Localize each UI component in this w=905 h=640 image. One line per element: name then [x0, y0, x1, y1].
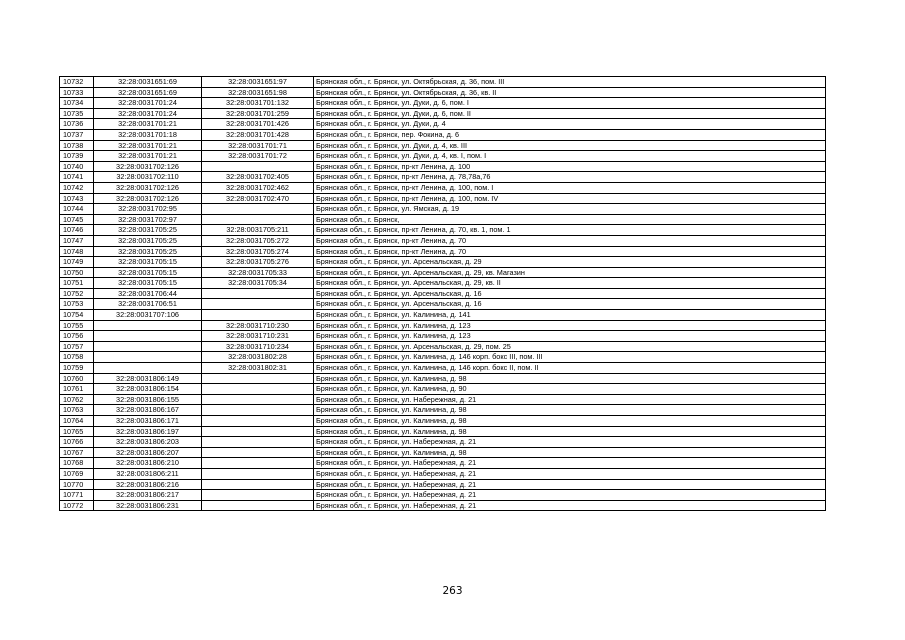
premises-cadastral-number-cell: 32:28:0031802:31 [202, 363, 314, 374]
address-cell: Брянская обл., г. Брянск, пр-кт Ленина, д. 70 [314, 235, 826, 246]
table-row [60, 140, 826, 151]
premises-cadastral-number-cell [202, 490, 314, 501]
premises-cadastral-number-cell [202, 310, 314, 321]
premises-cadastral-number-cell: 32:28:0031701:259 [202, 108, 314, 119]
premises-cadastral-number-cell [202, 447, 314, 458]
table-row [60, 278, 826, 289]
table-row [60, 479, 826, 490]
parcel-cadastral-number-cell: 32:28:0031806:154 [94, 384, 202, 395]
table-row [60, 108, 826, 119]
address-cell: Брянская обл., г. Брянск, пер. Фокина, д. 6 [314, 129, 826, 140]
table-row [60, 299, 826, 310]
parcel-cadastral-number-cell: 32:28:0031702:95 [94, 204, 202, 215]
premises-cadastral-number-cell [202, 458, 314, 469]
table-row [60, 267, 826, 278]
table-row [60, 288, 826, 299]
parcel-cadastral-number-cell: 32:28:0031806:171 [94, 416, 202, 427]
row-number-cell: 10744 [60, 204, 94, 215]
row-number-cell: 10765 [60, 426, 94, 437]
address-cell: Брянская обл., г. Брянск, ул. Дуки, д. 4, кв. III [314, 140, 826, 151]
row-number-cell: 10764 [60, 416, 94, 427]
row-number-cell: 10750 [60, 267, 94, 278]
parcel-cadastral-number-cell: 32:28:0031806:231 [94, 500, 202, 511]
row-number-cell: 10755 [60, 320, 94, 331]
premises-cadastral-number-cell: 32:28:0031701:132 [202, 98, 314, 109]
address-cell: Брянская обл., г. Брянск, ул. Калинина, д. 90 [314, 384, 826, 395]
address-cell: Брянская обл., г. Брянск, ул. Октябрьская, д. 36, кв. II [314, 87, 826, 98]
parcel-cadastral-number-cell: 32:28:0031705:15 [94, 278, 202, 289]
premises-cadastral-number-cell [202, 500, 314, 511]
address-cell: Брянская обл., г. Брянск, ул. Арсенальская, д. 29 [314, 257, 826, 268]
table-row [60, 416, 826, 427]
row-number-cell: 10732 [60, 77, 94, 88]
premises-cadastral-number-cell: 32:28:0031701:72 [202, 151, 314, 162]
table-row [60, 426, 826, 437]
table-row [60, 352, 826, 363]
parcel-cadastral-number-cell: 32:28:0031706:44 [94, 288, 202, 299]
address-cell: Брянская обл., г. Брянск, ул. Калинина, д. 146 корп. бокс II, пом. II [314, 363, 826, 374]
premises-cadastral-number-cell [202, 405, 314, 416]
row-number-cell: 10757 [60, 341, 94, 352]
table-row [60, 182, 826, 193]
address-cell: Брянская обл., г. Брянск, ул. Октябрьская, д. 36, пом. III [314, 77, 826, 88]
parcel-cadastral-number-cell: 32:28:0031707:106 [94, 310, 202, 321]
premises-cadastral-number-cell: 32:28:0031705:33 [202, 267, 314, 278]
table-row [60, 437, 826, 448]
table-row [60, 235, 826, 246]
address-cell: Брянская обл., г. Брянск, ул. Калинина, д. 98 [314, 405, 826, 416]
row-number-cell: 10749 [60, 257, 94, 268]
row-number-cell: 10767 [60, 447, 94, 458]
table-row [60, 246, 826, 257]
row-number-cell: 10756 [60, 331, 94, 342]
row-number-cell: 10768 [60, 458, 94, 469]
address-cell: Брянская обл., г. Брянск, пр-кт Ленина, д. 70 [314, 246, 826, 257]
address-cell: Брянская обл., г. Брянск, ул. Арсенальская, д. 29, кв. II [314, 278, 826, 289]
table-row [60, 225, 826, 236]
table-row [60, 77, 826, 88]
table-row [60, 87, 826, 98]
parcel-cadastral-number-cell: 32:28:0031806:211 [94, 468, 202, 479]
table-row [60, 151, 826, 162]
row-number-cell: 10758 [60, 352, 94, 363]
row-number-cell: 10738 [60, 140, 94, 151]
address-cell: Брянская обл., г. Брянск, ул. Набережная, д. 21 [314, 394, 826, 405]
premises-cadastral-number-cell: 32:28:0031705:211 [202, 225, 314, 236]
parcel-cadastral-number-cell: 32:28:0031701:24 [94, 98, 202, 109]
table-row [60, 490, 826, 501]
row-number-cell: 10745 [60, 214, 94, 225]
parcel-cadastral-number-cell [94, 320, 202, 331]
premises-cadastral-number-cell: 32:28:0031705:34 [202, 278, 314, 289]
premises-cadastral-number-cell: 32:28:0031651:97 [202, 77, 314, 88]
address-cell: Брянская обл., г. Брянск, ул. Ямская, д. 19 [314, 204, 826, 215]
row-number-cell: 10746 [60, 225, 94, 236]
parcel-cadastral-number-cell [94, 341, 202, 352]
address-cell: Брянская обл., г. Брянск, пр-кт Ленина, д. 100, пом. I [314, 182, 826, 193]
premises-cadastral-number-cell: 32:28:0031705:274 [202, 246, 314, 257]
table-row [60, 310, 826, 321]
address-cell: Брянская обл., г. Брянск, ул. Арсенальская, д. 16 [314, 299, 826, 310]
table-row [60, 331, 826, 342]
row-number-cell: 10737 [60, 129, 94, 140]
table-row [60, 193, 826, 204]
table-row [60, 500, 826, 511]
row-number-cell: 10741 [60, 172, 94, 183]
premises-cadastral-number-cell: 32:28:0031710:234 [202, 341, 314, 352]
address-cell: Брянская обл., г. Брянск, ул. Набережная, д. 21 [314, 500, 826, 511]
row-number-cell: 10762 [60, 394, 94, 405]
parcel-cadastral-number-cell: 32:28:0031705:15 [94, 257, 202, 268]
premises-cadastral-number-cell [202, 479, 314, 490]
parcel-cadastral-number-cell: 32:28:0031651:69 [94, 77, 202, 88]
table-row [60, 119, 826, 130]
table-row [60, 363, 826, 374]
premises-cadastral-number-cell: 32:28:0031710:231 [202, 331, 314, 342]
premises-cadastral-number-cell [202, 416, 314, 427]
address-cell: Брянская обл., г. Брянск, ул. Калинина, д. 123 [314, 320, 826, 331]
table-row [60, 161, 826, 172]
parcel-cadastral-number-cell: 32:28:0031702:97 [94, 214, 202, 225]
premises-cadastral-number-cell [202, 426, 314, 437]
property-register-table [59, 76, 826, 511]
address-cell: Брянская обл., г. Брянск, ул. Калинина, д. 141 [314, 310, 826, 321]
parcel-cadastral-number-cell: 32:28:0031806:217 [94, 490, 202, 501]
table-row [60, 394, 826, 405]
table-row [60, 341, 826, 352]
premises-cadastral-number-cell [202, 161, 314, 172]
premises-cadastral-number-cell [202, 288, 314, 299]
parcel-cadastral-number-cell: 32:28:0031702:126 [94, 161, 202, 172]
address-cell: Брянская обл., г. Брянск, ул. Дуки, д. 4 [314, 119, 826, 130]
premises-cadastral-number-cell: 32:28:0031702:470 [202, 193, 314, 204]
address-cell: Брянская обл., г. Брянск, ул. Набережная, д. 21 [314, 458, 826, 469]
table-row [60, 384, 826, 395]
premises-cadastral-number-cell [202, 394, 314, 405]
address-cell: Брянская обл., г. Брянск, пр-кт Ленина, д. 78,78а,76 [314, 172, 826, 183]
row-number-cell: 10761 [60, 384, 94, 395]
table-row [60, 458, 826, 469]
premises-cadastral-number-cell: 32:28:0031702:462 [202, 182, 314, 193]
row-number-cell: 10752 [60, 288, 94, 299]
parcel-cadastral-number-cell: 32:28:0031806:207 [94, 447, 202, 458]
parcel-cadastral-number-cell: 32:28:0031806:155 [94, 394, 202, 405]
parcel-cadastral-number-cell: 32:28:0031705:25 [94, 225, 202, 236]
table-row [60, 447, 826, 458]
address-cell: Брянская обл., г. Брянск, ул. Арсенальская, д. 29, пом. 25 [314, 341, 826, 352]
premises-cadastral-number-cell [202, 384, 314, 395]
premises-cadastral-number-cell: 32:28:0031701:428 [202, 129, 314, 140]
parcel-cadastral-number-cell: 32:28:0031806:203 [94, 437, 202, 448]
address-cell: Брянская обл., г. Брянск, пр-кт Ленина, д. 100, пом. IV [314, 193, 826, 204]
table-row [60, 129, 826, 140]
table-row [60, 405, 826, 416]
parcel-cadastral-number-cell [94, 331, 202, 342]
parcel-cadastral-number-cell: 32:28:0031806:167 [94, 405, 202, 416]
parcel-cadastral-number-cell: 32:28:0031806:216 [94, 479, 202, 490]
parcel-cadastral-number-cell: 32:28:0031705:25 [94, 246, 202, 257]
parcel-cadastral-number-cell: 32:28:0031806:210 [94, 458, 202, 469]
address-cell: Брянская обл., г. Брянск, ул. Набережная, д. 21 [314, 490, 826, 501]
row-number-cell: 10766 [60, 437, 94, 448]
parcel-cadastral-number-cell: 32:28:0031651:69 [94, 87, 202, 98]
premises-cadastral-number-cell: 32:28:0031705:272 [202, 235, 314, 246]
row-number-cell: 10760 [60, 373, 94, 384]
table-row [60, 98, 826, 109]
premises-cadastral-number-cell [202, 437, 314, 448]
address-cell: Брянская обл., г. Брянск, ул. Калинина, д. 123 [314, 331, 826, 342]
table-row [60, 204, 826, 215]
address-cell: Брянская обл., г. Брянск, [314, 214, 826, 225]
premises-cadastral-number-cell: 32:28:0031705:276 [202, 257, 314, 268]
row-number-cell: 10743 [60, 193, 94, 204]
premises-cadastral-number-cell: 32:28:0031802:28 [202, 352, 314, 363]
address-cell: Брянская обл., г. Брянск, ул. Набережная, д. 21 [314, 479, 826, 490]
premises-cadastral-number-cell: 32:28:0031702:405 [202, 172, 314, 183]
parcel-cadastral-number-cell: 32:28:0031701:21 [94, 119, 202, 130]
parcel-cadastral-number-cell: 32:28:0031706:51 [94, 299, 202, 310]
row-number-cell: 10733 [60, 87, 94, 98]
premises-cadastral-number-cell [202, 468, 314, 479]
table-row [60, 214, 826, 225]
premises-cadastral-number-cell [202, 299, 314, 310]
parcel-cadastral-number-cell: 32:28:0031702:126 [94, 193, 202, 204]
row-number-cell: 10771 [60, 490, 94, 501]
row-number-cell: 10770 [60, 479, 94, 490]
parcel-cadastral-number-cell: 32:28:0031701:21 [94, 151, 202, 162]
row-number-cell: 10751 [60, 278, 94, 289]
address-cell: Брянская обл., г. Брянск, пр-кт Ленина, д. 100 [314, 161, 826, 172]
parcel-cadastral-number-cell: 32:28:0031701:24 [94, 108, 202, 119]
row-number-cell: 10754 [60, 310, 94, 321]
table-row [60, 257, 826, 268]
row-number-cell: 10753 [60, 299, 94, 310]
parcel-cadastral-number-cell: 32:28:0031806:149 [94, 373, 202, 384]
premises-cadastral-number-cell [202, 373, 314, 384]
address-cell: Брянская обл., г. Брянск, ул. Калинина, д. 146 корп. бокс III, пом. III [314, 352, 826, 363]
address-cell: Брянская обл., г. Брянск, ул. Калинина, д. 98 [314, 447, 826, 458]
row-number-cell: 10772 [60, 500, 94, 511]
premises-cadastral-number-cell: 32:28:0031651:98 [202, 87, 314, 98]
row-number-cell: 10747 [60, 235, 94, 246]
page-number: 263 [442, 585, 463, 597]
table-body [60, 77, 826, 511]
parcel-cadastral-number-cell: 32:28:0031705:25 [94, 235, 202, 246]
table-row [60, 468, 826, 479]
address-cell: Брянская обл., г. Брянск, ул. Дуки, д. 6, пом. II [314, 108, 826, 119]
parcel-cadastral-number-cell: 32:28:0031702:110 [94, 172, 202, 183]
address-cell: Брянская обл., г. Брянск, ул. Калинина, д. 98 [314, 426, 826, 437]
address-cell: Брянская обл., г. Брянск, ул. Арсенальская, д. 16 [314, 288, 826, 299]
premises-cadastral-number-cell [202, 214, 314, 225]
row-number-cell: 10748 [60, 246, 94, 257]
parcel-cadastral-number-cell: 32:28:0031701:18 [94, 129, 202, 140]
address-cell: Брянская обл., г. Брянск, ул. Дуки, д. 6, пом. I [314, 98, 826, 109]
row-number-cell: 10769 [60, 468, 94, 479]
address-cell: Брянская обл., г. Брянск, пр-кт Ленина, д. 70, кв. 1, пом. 1 [314, 225, 826, 236]
row-number-cell: 10763 [60, 405, 94, 416]
address-cell: Брянская обл., г. Брянск, ул. Арсенальская, д. 29, кв. Магазин [314, 267, 826, 278]
parcel-cadastral-number-cell: 32:28:0031702:126 [94, 182, 202, 193]
address-cell: Брянская обл., г. Брянск, ул. Набережная, д. 21 [314, 468, 826, 479]
address-cell: Брянская обл., г. Брянск, ул. Калинина, д. 98 [314, 373, 826, 384]
address-cell: Брянская обл., г. Брянск, ул. Калинина, д. 98 [314, 416, 826, 427]
table-row [60, 373, 826, 384]
row-number-cell: 10734 [60, 98, 94, 109]
address-cell: Брянская обл., г. Брянск, ул. Набережная, д. 21 [314, 437, 826, 448]
premises-cadastral-number-cell: 32:28:0031701:426 [202, 119, 314, 130]
address-cell: Брянская обл., г. Брянск, ул. Дуки, д. 4, кв. I, пом. I [314, 151, 826, 162]
premises-cadastral-number-cell [202, 204, 314, 215]
table-row [60, 172, 826, 183]
row-number-cell: 10759 [60, 363, 94, 374]
row-number-cell: 10739 [60, 151, 94, 162]
premises-cadastral-number-cell: 32:28:0031701:71 [202, 140, 314, 151]
parcel-cadastral-number-cell: 32:28:0031806:197 [94, 426, 202, 437]
row-number-cell: 10736 [60, 119, 94, 130]
parcel-cadastral-number-cell [94, 363, 202, 374]
table-row [60, 320, 826, 331]
parcel-cadastral-number-cell [94, 352, 202, 363]
row-number-cell: 10740 [60, 161, 94, 172]
parcel-cadastral-number-cell: 32:28:0031701:21 [94, 140, 202, 151]
row-number-cell: 10742 [60, 182, 94, 193]
parcel-cadastral-number-cell: 32:28:0031705:15 [94, 267, 202, 278]
row-number-cell: 10735 [60, 108, 94, 119]
premises-cadastral-number-cell: 32:28:0031710:230 [202, 320, 314, 331]
